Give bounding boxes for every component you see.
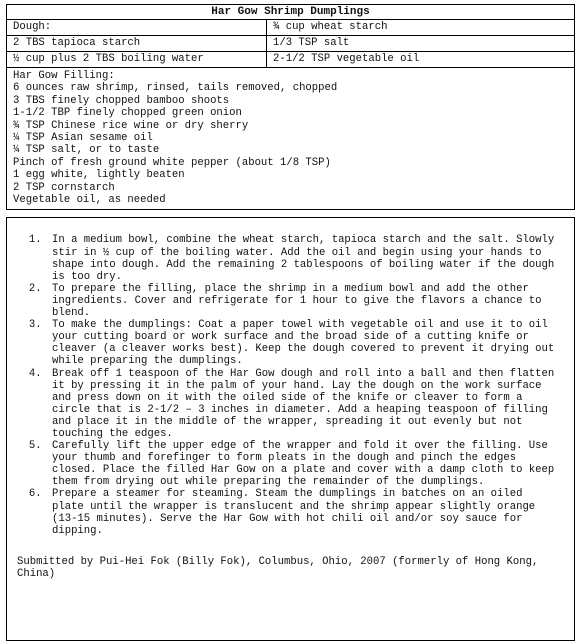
instruction-step: 6. Prepare a steamer for steaming. Steam the dumplings in batches on an oiled plate until the wrapper is translucent and the shrimp appear slightly orange (13-15 minutes). Serve the Har Gow with hot chili oil and/or soy sauce for dipping. — [48, 488, 566, 536]
dough-table — [7, 20, 574, 68]
filling-item: Pinch of fresh ground white pepper (about 1/8 TSP) — [13, 156, 331, 169]
dough-cell: ¾ cup wheat starch — [267, 20, 575, 36]
filling-heading: Har Gow Filling: — [13, 70, 115, 82]
filling-item: Vegetable oil, as needed — [13, 194, 166, 207]
recipe-title: Har Gow Shrimp Dumplings — [7, 5, 574, 20]
submitted-by: Submitted by Pui-Hei Fok (Billy Fok), Columbus, Ohio, 2007 (formerly of Hong Kong, China) — [17, 555, 539, 581]
filling-section — [7, 68, 574, 209]
filling-item: ¾ TSP Chinese rice wine or dry sherry — [13, 119, 249, 132]
dough-cell: 2 TBS tapioca starch — [7, 36, 267, 52]
instructions-box — [6, 217, 575, 641]
table-row — [7, 36, 574, 52]
filling-item: ¼ TSP salt, or to taste — [13, 144, 160, 157]
instructions-list — [15, 234, 566, 536]
instruction-step: 4. Break off 1 teaspoon of the Har Gow dough and roll into a ball and then flatten it by pressing it in the palm of your hand. Lay the dough on the work surface and press down on it with the oiled side of the knife or cleaver to form a circle that is 2-1/2 – 3 inches in diameter. Add a heaping teaspoon of filling and place it in the middle of the wrapper, spreading it out evenly but not touching the edges. — [48, 368, 566, 441]
ingredients-box — [6, 4, 575, 210]
instruction-step: 1. In a medium bowl, combine the wheat starch, tapioca starch and the salt. Slowly stir in ½ cup of the boiling water. Add the oil and begin using your hands to shape into dough. Add the remaining 2 tablespoons of boiling water if the dough is too dry. — [48, 234, 566, 282]
filling-item: 6 ounces raw shrimp, rinsed, tails removed, chopped — [13, 82, 338, 95]
filling-item: 1 egg white, lightly beaten — [13, 169, 185, 182]
dough-cell: Dough: — [7, 20, 267, 36]
filling-item: 1-1/2 TBP finely chopped green onion — [13, 107, 242, 120]
table-row — [7, 52, 574, 68]
dough-cell: 1/3 TSP salt — [267, 36, 575, 52]
instruction-step: 5. Carefully lift the upper edge of the wrapper and fold it over the filling. Use your thumb and forefinger to form pleats in the dough and pinch the edges closed. Place the filled Har Gow on a plate and cover with a damp cloth to keep them from drying out while preparing the remainder of the dumplings. — [48, 440, 566, 488]
dough-cell: 2-1/2 TSP vegetable oil — [267, 52, 575, 68]
dough-cell: ½ cup plus 2 TBS boiling water — [7, 52, 267, 68]
recipe-page — [6, 4, 575, 641]
filling-item: 3 TBS finely chopped bamboo shoots — [13, 94, 230, 107]
instruction-step: 2. To prepare the filling, place the shrimp in a medium bowl and add the other ingredients. Cover and refrigerate for 1 hour to give the flavors a chance to blend. — [48, 283, 566, 319]
table-row — [7, 20, 574, 36]
filling-item: 2 TSP cornstarch — [13, 181, 115, 194]
instruction-step: 3. To make the dumplings: Coat a paper towel with vegetable oil and use it to oil your cutting board or work surface and the broad side of a cutting knife or cleaver (a cleaver works best). Keep the dough covered to prevent it drying out while preparing the dumplings. — [48, 319, 566, 367]
filling-item: ¼ TSP Asian sesame oil — [13, 132, 153, 145]
